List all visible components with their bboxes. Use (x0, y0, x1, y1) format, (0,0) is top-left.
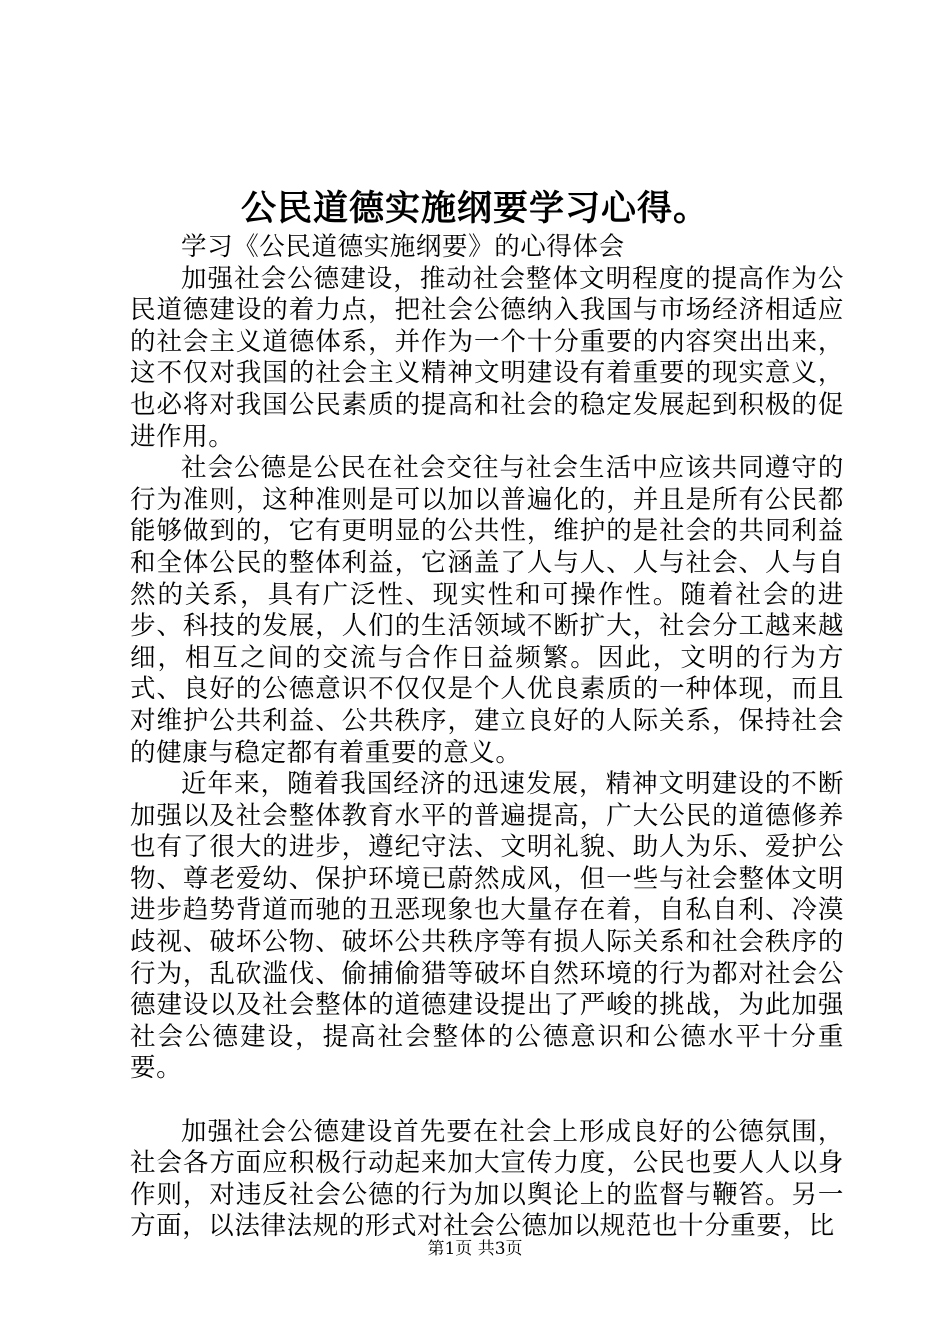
paragraph-3: 近年来，随着我国经济的迅速发展，精神文明建设的不断加强以及社会整体教育水平的普遍提高，广大公民的道德修养也有了很大的进步，遵纪守法、文明礼貌、助人为乐、爱护公物、尊老爱幼、保护环境已蔚然成风，但一些与社会整体文明进步趋势背道而驰的丑恶现象也大量存在着，自私自利、冷漠歧视、破坏公物、破坏公共秩序等有损人际关系和社会秩序的行为，乱砍滥伐、偷捕偷猎等破坏自然环境的行为都对社会公德建设以及社会整体的道德建设提出了严峻的挑战，为此加强社会公德建设，提高社会整体的公德意识和公德水平十分重要。 (130, 769, 844, 1084)
paragraph-1: 加强社会公德建设，推动社会整体文明程度的提高作为公民道德建设的着力点，把社会公德纳入我国与市场经济相适应的社会主义道德体系，并作为一个十分重要的内容突出出来，这不仅对我国的社会主义精神文明建设有着重要的现实意义，也必将对我国公民素质的提高和社会的稳定发展起到积极的促进作用。 (130, 263, 844, 452)
paragraph-2: 社会公德是公民在社会交往与社会生活中应该共同遵守的行为准则，这种准则是可以加以普遍化的，并且是所有公民都能够做到的，它有更明显的公共性，维护的是社会的共同利益和全体公民的整体利益，它涵盖了人与人、人与社会、人与自然的关系，具有广泛性、现实性和可操作性。随着社会的进步、科技的发展，人们的生活领域不断扩大，社会分工越来越细，相互之间的交流与合作日益频繁。因此，文明的行为方式、良好的公德意识不仅仅是个人优良素质的一种体现，而且对维护公共利益、公共秩序，建立良好的人际关系，保持社会的健康与稳定都有着重要的意义。 (130, 453, 844, 768)
document-title: 公民道德实施纲要学习心得。 (240, 188, 709, 229)
page-number-footer: 第1页 共3页 (427, 1239, 523, 1259)
document-subtitle: 学习《公民道德实施纲要》的心得体会 (181, 232, 625, 262)
document-body (130, 232, 844, 1243)
paragraph-4: 加强社会公德建设首先要在社会上形成良好的公德氛围，社会各方面应积极行动起来加大宣传力度，公民也要人人以身作则，对违反社会公德的行为加以舆论上的监督与鞭笞。另一方面，以法律法规的形式对社会公德加以规范也十分重要，比 (130, 1116, 844, 1242)
